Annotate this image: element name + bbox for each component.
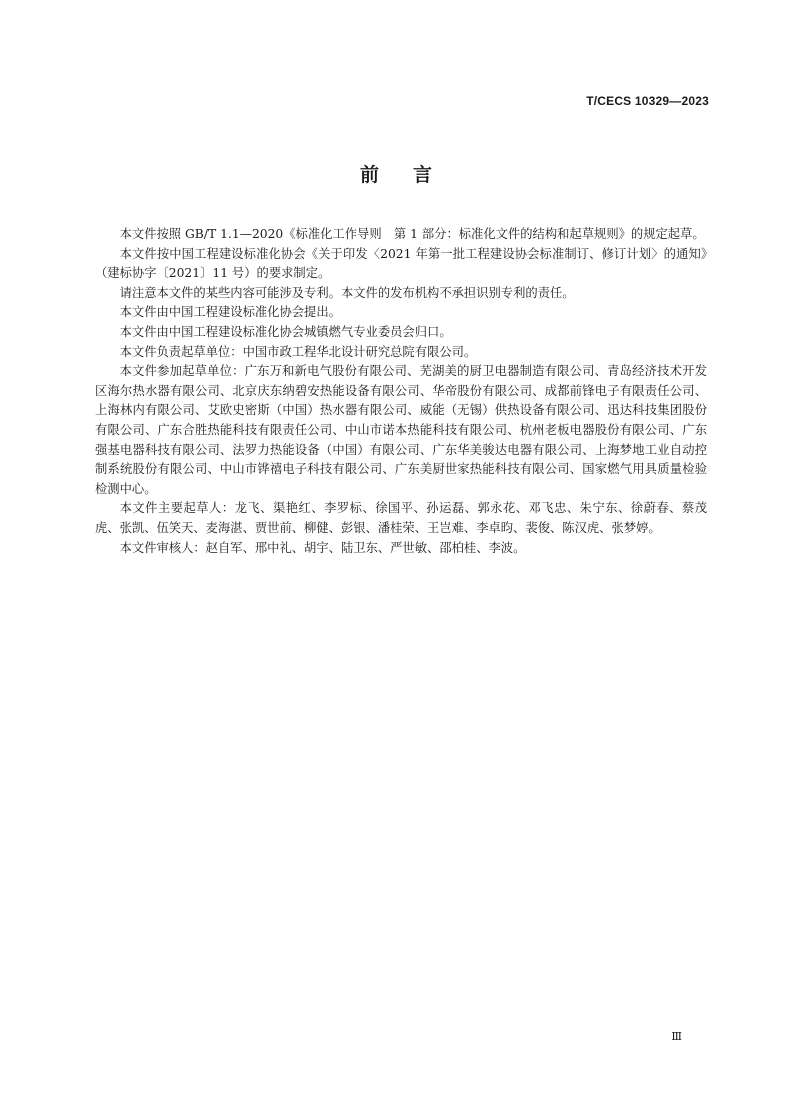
page-title: 前言 [359,164,466,186]
preface-body [95,225,707,558]
paragraph-proposer: 本文件由中国工程建设标准化协会提出。 [119,305,341,320]
paragraph-main-drafters: 本文件主要起草人：龙飞、渠艳红、李罗标、徐国平、孙运磊、郭永花、邓飞忠、朱宁东、徐蔚春、蔡茂虎、张凯、伍笑天、麦海湛、贾世前、柳健、彭银、潘桂荣、王岂难、李卓昀、裴俊、陈汉虎、张梦婷。 [95,501,707,535]
page-number: Ⅲ [671,1030,682,1043]
paragraph-participating-units: 本文件参加起草单位：广东万和新电气股份有限公司、芜湖美的厨卫电器制造有限公司、青岛经济技术开发区海尔热水器有限公司、北京庆东纳碧安热能设备有限公司、华帝股份有限公司、成都前锋电子有限责任公司、上海林内有限公司、艾欧史密斯（中国）热水器有限公司、威能（无锡）供热设备有限公司、迅达科技集团股份有限公司、广东合胜热能科技有限责任公司、中山市诺本热能科技有限公司、杭州老板电器股份有限公司、广东强基电器科技有限公司、法罗力热能设备（中国）有限公司、广东华美骏达电器有限公司、上海梦地工业自动控制系统股份有限公司、中山市铧禧电子科技有限公司、广东美厨世家热能科技有限公司、国家燃气用具质量检验检测中心。 [95,364,707,496]
standard-code: T/CECS 10329—2023 [586,94,709,108]
paragraph-patent-notice: 请注意本文件的某些内容可能涉及专利。本文件的发布机构不承担识别专利的责任。 [119,285,575,300]
paragraph-reviewers: 本文件审核人：赵自军、邢中礼、胡宇、陆卫东、严世敏、邵柏桂、李波。 [119,540,526,555]
paragraph-drafting-rules: 本文件按照 GB/T 1.1—2020《标准化工作导则 第 1 部分：标准化文件的结构和起草规则》的规定起草。 [119,227,705,241]
paragraph-lead-drafter: 本文件负责起草单位：中国市政工程华北设计研究总院有限公司。 [119,344,477,359]
paragraph-plan-notice: 本文件按中国工程建设标准化协会《关于印发〈2021 年第一批工程建设协会标准制订、修订计划〉的通知》（建标协字〔2021〕11 号）的要求制定。 [95,246,707,281]
paragraph-administrator: 本文件由中国工程建设标准化协会城镇燃气专业委员会归口。 [119,324,452,339]
